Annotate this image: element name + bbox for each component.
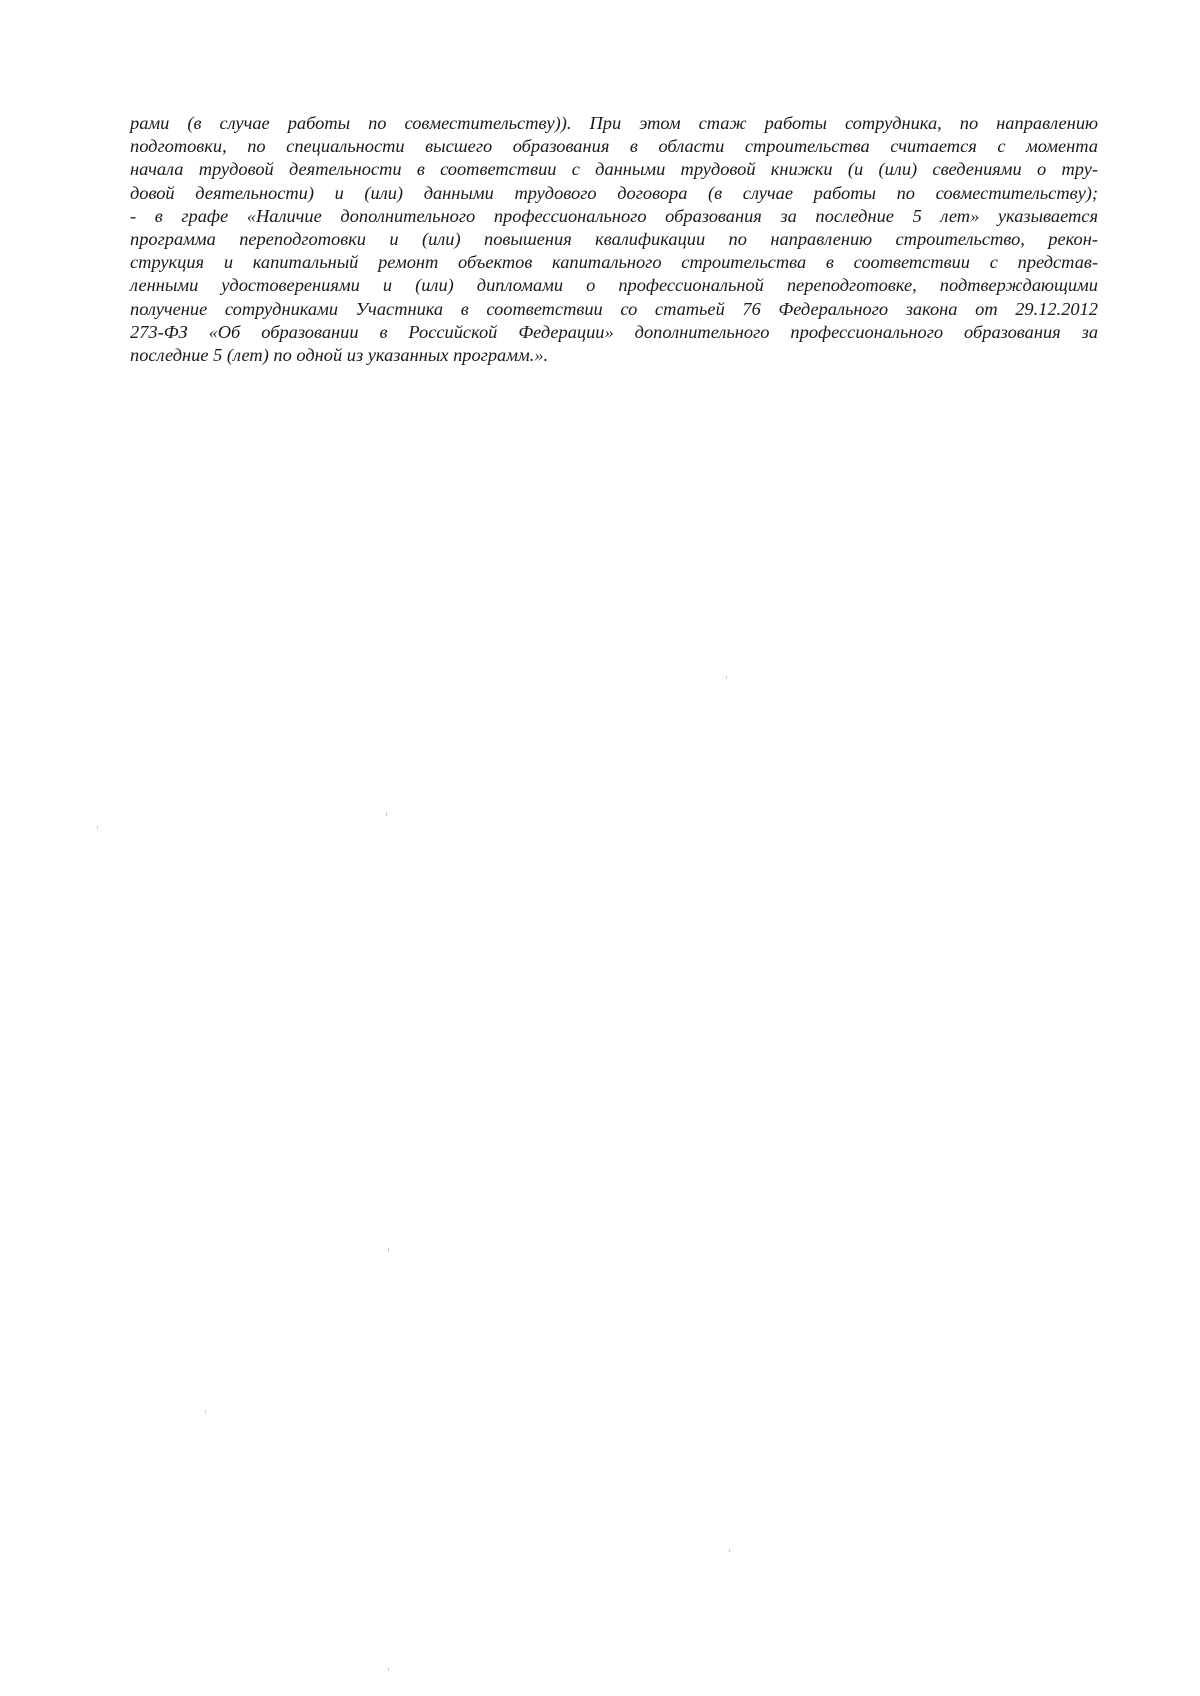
text-line-1: рами (в случае работы по совместительству)). При этом стаж работы сотрудника, по направлению (130, 113, 1098, 133)
text-line-11: последние 5 (лет) по одной из указанных программ.». (130, 344, 549, 365)
scan-speck (729, 1549, 730, 1552)
scan-speck (97, 826, 98, 829)
text-line-6: программа переподготовки и (или) повышения квалификации по направлению строительство, рекон- (130, 228, 1098, 249)
scan-speck (386, 812, 387, 816)
scan-speck (205, 1410, 206, 1413)
document-body-text (130, 112, 1098, 367)
text-line-7: струкция и капитальный ремонт объектов капитального строительства в соответствии с представ- (130, 252, 1098, 273)
text-line-10: 273-ФЗ «Об образовании в Российской Федерации» дополнительного профессионального образования за (130, 321, 1099, 342)
text-line-3: начала трудовой деятельности в соответствии с данными трудовой книжки (и (или) сведениями о тру- (130, 159, 1098, 180)
scan-speck (388, 1248, 389, 1252)
scan-speck (388, 1668, 389, 1671)
text-line-9: получение сотрудниками Участника в соответствии со статьей 76 Федерального закона от 29.12.2012 (130, 298, 1098, 319)
text-line-4: довой деятельности) и (или) данными трудового договора (в случае работы по совместительству); (130, 182, 1099, 203)
text-line-2: подготовки, по специальности высшего образования в области строительства считается с момента (130, 136, 1098, 157)
text-line-5: - в графе «Наличие дополнительного профессионального образования за последние 5 лет» указывается (130, 205, 1098, 226)
text-line-8: ленными удостоверениями и (или) дипломами о профессиональной переподготовке, подтверждающими (130, 275, 1098, 296)
scan-speck (726, 676, 727, 679)
